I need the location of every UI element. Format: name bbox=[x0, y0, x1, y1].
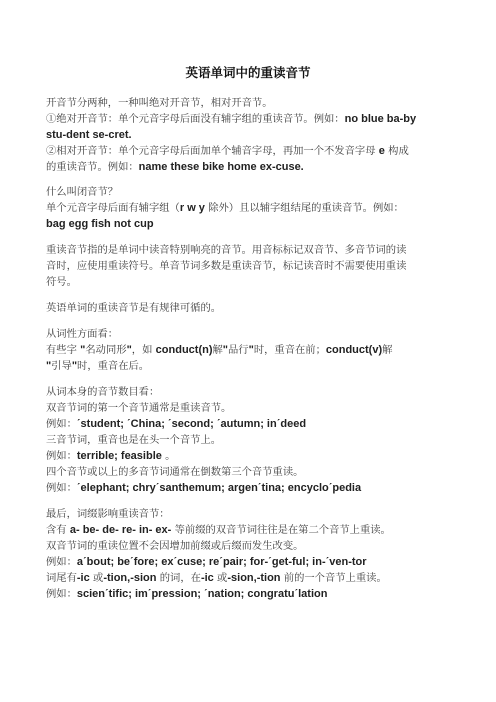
text-segment: 的词，在 bbox=[156, 572, 201, 584]
text-segment: 引导 bbox=[51, 360, 72, 372]
text-line bbox=[46, 161, 456, 174]
text-segment: 或 bbox=[213, 572, 228, 584]
text-line bbox=[46, 418, 456, 431]
bold-text-segment: " bbox=[46, 360, 52, 372]
text-line bbox=[46, 466, 456, 479]
text-line bbox=[46, 508, 456, 521]
bold-text-segment: name these bike home ex-cuse. bbox=[138, 161, 304, 173]
text-line bbox=[46, 556, 456, 569]
text-segment: 除外）且以辅字组结尾的重读音节。例如： bbox=[204, 202, 404, 214]
text-segment: 开音节分两种，一种叫绝对开音节，相对开音节。 bbox=[46, 97, 273, 109]
bold-text-segment: terrible; feasible bbox=[76, 450, 162, 462]
text-segment: 例如： bbox=[46, 556, 77, 568]
text-line bbox=[46, 244, 456, 257]
bold-text-segment: aˊbout; beˊfore; exˊcuse; reˊpair; for-ˊget-ful; in-ˊven-tor bbox=[76, 556, 367, 568]
text-segment: 时，重音在前； bbox=[253, 344, 326, 356]
text-segment: 最后，词缀影响重读音节： bbox=[46, 508, 170, 520]
text-line bbox=[46, 344, 456, 357]
text-segment: 前的一个音节上重读。 bbox=[280, 572, 387, 584]
text-segment: 解 bbox=[382, 344, 393, 356]
text-segment: ，如 bbox=[131, 344, 156, 356]
bold-text-segment: ˊstudent; ˊChina; ˊsecond; ˊautumn; inˊdeed bbox=[76, 418, 307, 430]
text-segment: 等前缀的双音节词往往是在第二个音节上重读。 bbox=[171, 524, 391, 536]
text-segment: 的重读音节。例如： bbox=[46, 161, 139, 173]
text-line bbox=[46, 588, 456, 601]
text-segment: 例如： bbox=[46, 482, 77, 494]
text-line bbox=[46, 129, 456, 142]
bold-text-segment: -ic bbox=[200, 572, 214, 584]
text-segment: 例如： bbox=[46, 418, 77, 430]
bold-text-segment: conduct(v) bbox=[325, 344, 383, 356]
text-segment: 双音节词的重读位置不会因增加前缀或后缀而发生改变。 bbox=[46, 540, 304, 552]
bold-text-segment: a- be- de- re- in- ex- bbox=[69, 524, 172, 536]
text-segment: 三音节词，重音也是在头一个音节上。 bbox=[46, 434, 222, 446]
text-segment: ①绝对开音节：单个元音字母后面没有辅字组的重读音节。例如： bbox=[46, 113, 345, 125]
text-line bbox=[46, 482, 456, 495]
text-segment: 重读音节指的是单词中读音特别响亮的音节。用音标标记双音节、多音节词的读 bbox=[46, 244, 407, 256]
text-segment: 。 bbox=[161, 450, 176, 462]
text-segment: 解 bbox=[212, 344, 223, 356]
text-line bbox=[46, 386, 456, 399]
bold-text-segment: " bbox=[71, 360, 78, 372]
text-segment: 时，重音在后。 bbox=[77, 360, 150, 372]
text-segment: 英语单词的重读音节是有规律可循的。 bbox=[46, 302, 222, 314]
document-title: 英语单词中的重读音节 bbox=[185, 65, 311, 80]
bold-text-segment: " bbox=[126, 344, 132, 356]
bold-text-segment: -sion,-tion bbox=[227, 572, 281, 584]
text-line bbox=[46, 434, 456, 447]
bold-text-segment: " bbox=[80, 344, 86, 356]
text-segment: 品行 bbox=[228, 344, 249, 356]
text-segment: 符号。 bbox=[46, 276, 77, 288]
text-line bbox=[46, 360, 456, 373]
bold-text-segment: stu-dent se-cret. bbox=[46, 129, 132, 141]
text-line bbox=[46, 218, 456, 231]
text-line bbox=[46, 402, 456, 415]
text-line bbox=[46, 145, 456, 158]
text-line bbox=[46, 276, 456, 289]
text-line bbox=[46, 202, 456, 215]
text-segment: 例如： bbox=[46, 588, 77, 600]
bold-text-segment: scienˊtific; imˊpression; ˊnation; congratuˊlation bbox=[76, 588, 328, 600]
text-segment: 含有 bbox=[46, 524, 70, 536]
text-line bbox=[46, 540, 456, 553]
text-line bbox=[46, 450, 456, 463]
text-line bbox=[46, 260, 456, 273]
text-segment: 从词本身的音节数目看： bbox=[46, 386, 160, 398]
text-line bbox=[46, 524, 456, 537]
bold-text-segment: bag egg fish not cup bbox=[46, 218, 154, 230]
text-line bbox=[46, 113, 456, 126]
text-segment: 双音节词的第一个音节通常是重读音节。 bbox=[46, 402, 232, 414]
bold-text-segment: ˊelephant; chryˊsanthemum; argenˊtina; encycloˊpedia bbox=[76, 482, 362, 494]
text-segment: 单个元音字母后面有辅字组（ bbox=[46, 202, 180, 214]
bold-text-segment: " bbox=[222, 344, 229, 356]
bold-text-segment: e bbox=[378, 145, 385, 157]
text-segment: 四个音节或以上的多音节词通常在倒数第三个音节重读。 bbox=[46, 466, 304, 478]
text-line bbox=[46, 328, 456, 341]
text-segment: 构成 bbox=[384, 145, 409, 157]
bold-text-segment: no blue ba-by bbox=[344, 113, 417, 125]
text-segment: 音时，应使用重读符号。单音节词多数是重读音节，标记读音时不需要使用重读 bbox=[46, 260, 407, 272]
text-segment: 词尾有 bbox=[46, 572, 77, 584]
text-segment: ②相对开音节：单个元音字母后面加单个辅音字母，再加一个不发音字母 bbox=[46, 145, 379, 157]
text-segment: 名动同形 bbox=[85, 344, 127, 356]
text-line bbox=[46, 302, 456, 315]
text-segment: 例如： bbox=[46, 450, 77, 462]
text-segment: 从词性方面看： bbox=[46, 328, 119, 340]
text-line bbox=[46, 186, 456, 199]
bold-text-segment: r w y bbox=[179, 202, 205, 214]
text-segment: 有些字 bbox=[46, 344, 81, 356]
bold-text-segment: -tion,-sion bbox=[103, 572, 157, 584]
bold-text-segment: conduct(n) bbox=[155, 344, 213, 356]
text-line bbox=[46, 572, 456, 585]
text-line bbox=[46, 97, 456, 110]
bold-text-segment: -ic bbox=[76, 572, 90, 584]
text-segment: 或 bbox=[89, 572, 104, 584]
text-segment: 什么叫闭音节？ bbox=[46, 186, 119, 198]
bold-text-segment: " bbox=[248, 344, 254, 356]
